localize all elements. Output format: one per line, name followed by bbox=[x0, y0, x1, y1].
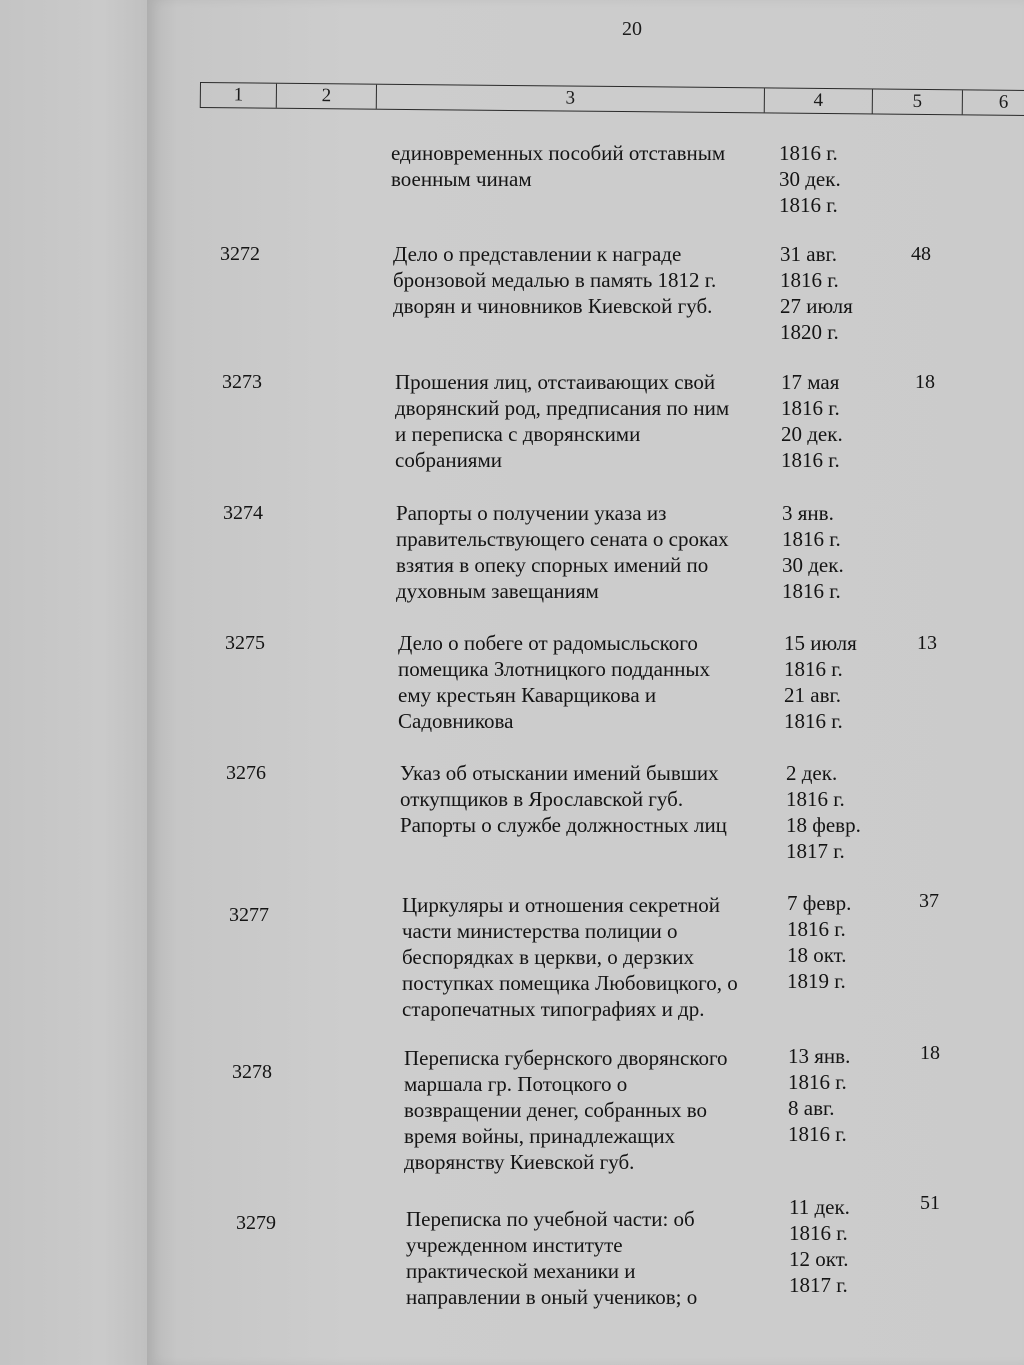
row-dates: 1816 г. 30 дек. 1816 г. bbox=[779, 141, 841, 217]
row-id: 3274 bbox=[223, 502, 263, 524]
row-id: 3275 bbox=[225, 632, 265, 654]
row-id: 3277 bbox=[229, 904, 269, 926]
row-dates: 17 мая 1816 г. 20 дек. 1816 г. bbox=[781, 370, 843, 472]
row-dates: 15 июля 1816 г. 21 авг. 1816 г. bbox=[784, 631, 857, 733]
row-description: Переписка по учебной части: об учрежденном институте практической механики и направлении в оный учеников; о bbox=[406, 1207, 698, 1309]
column-header-5: 5 bbox=[873, 89, 963, 114]
row-dates: 13 янв. 1816 г. 8 авг. 1816 г. bbox=[788, 1044, 851, 1146]
row-id: 3279 bbox=[236, 1212, 276, 1234]
column-header-4: 4 bbox=[765, 88, 873, 113]
row-description: Циркуляры и отношения секретной части министерства полиции о беспорядках в церкви, о дерзких поступках помещика Любовицкого, о старопечатных типографиях и др. bbox=[402, 893, 738, 1021]
row-id: 3273 bbox=[222, 371, 262, 393]
row-description: Дело о представлении к награде бронзовой медалью в память 1812 г. дворян и чиновников Киевской губ. bbox=[393, 242, 717, 318]
row-description: Дело о побеге от радомысльского помещика Злотницкого подданных ему крестьян Каварщикова и Садовникова bbox=[398, 631, 711, 733]
column-header-6: 6 bbox=[998, 91, 1009, 113]
row-dates: 3 янв. 1816 г. 30 дек. 1816 г. bbox=[782, 501, 844, 603]
row-description: Рапорты о получении указа из правительствующего сената о сроках взятия в опеку спорных имений по духовным завещаниям bbox=[396, 501, 729, 603]
row-sheet-count: 37 bbox=[919, 890, 939, 912]
column-header-2: 2 bbox=[277, 84, 377, 109]
row-id: 3278 bbox=[232, 1061, 272, 1083]
row-dates: 11 дек. 1816 г. 12 окт. 1817 г. bbox=[789, 1195, 850, 1297]
row-id: 3276 bbox=[226, 762, 266, 784]
adjacent-page-edge bbox=[0, 0, 147, 1365]
row-sheet-count: 18 bbox=[920, 1042, 940, 1064]
column-header-1: 1 bbox=[201, 83, 277, 108]
row-id: 3272 bbox=[220, 243, 260, 265]
row-sheet-count: 48 bbox=[911, 243, 931, 265]
row-sheet-count: 51 bbox=[920, 1192, 940, 1214]
row-dates: 7 февр. 1816 г. 18 окт. 1819 г. bbox=[787, 891, 852, 993]
row-description: Прошения лиц, отстаивающих свой дворянский род, предписания по ним и переписка с дворянскими собраниями bbox=[395, 370, 730, 472]
page-number: 20 bbox=[622, 18, 642, 40]
row-description: единовременных пособий отставным военным чинам bbox=[391, 141, 726, 191]
row-description: Указ об отыскании имений бывших откупщиков в Ярославской губ. Рапорты о службе должностных лиц bbox=[400, 761, 727, 837]
column-header-3: 3 bbox=[377, 85, 765, 113]
row-dates: 2 дек. 1816 г. 18 февр. 1817 г. bbox=[786, 761, 861, 863]
row-description: Переписка губернского дворянского маршала гр. Потоцкого о возвращении денег, собранных во время войны, принадлежащих дворянству Киевской губ. bbox=[404, 1046, 728, 1174]
row-dates: 31 авг. 1816 г. 27 июля 1820 г. bbox=[780, 242, 853, 344]
row-sheet-count: 18 bbox=[915, 371, 935, 393]
row-sheet-count: 13 bbox=[917, 632, 937, 654]
